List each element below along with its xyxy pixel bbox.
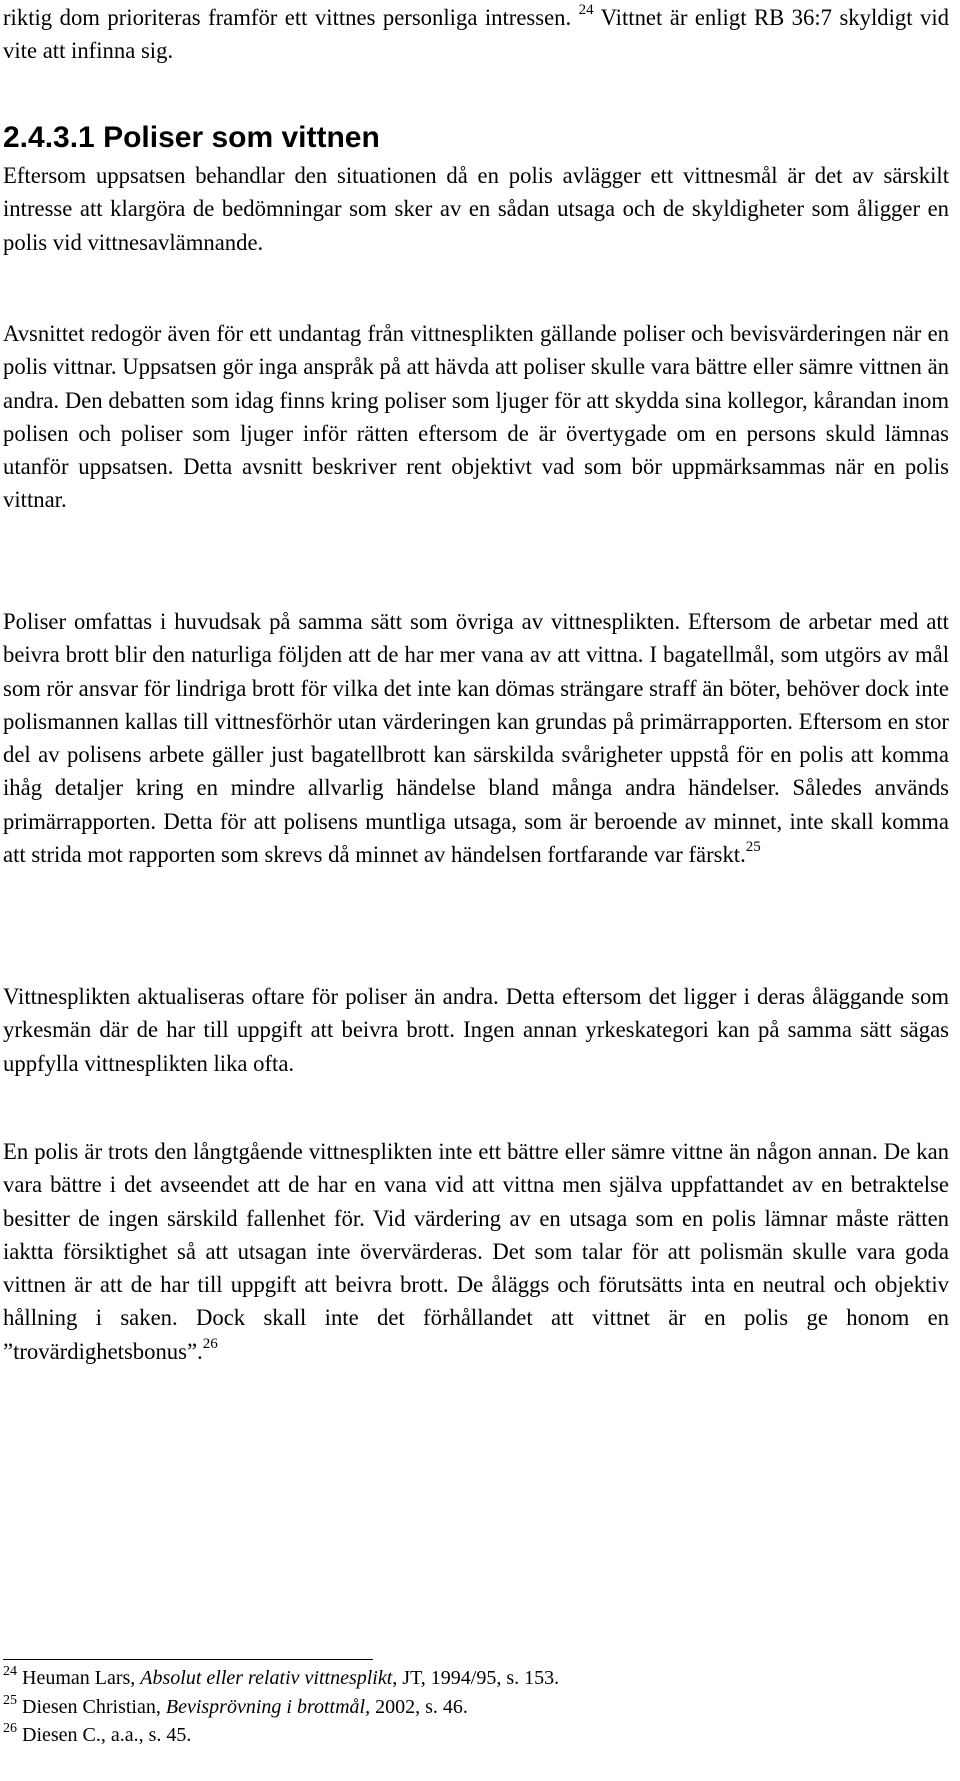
footnote-separator <box>3 1659 373 1660</box>
footnote-author: Heuman Lars, <box>22 1667 141 1689</box>
footnote-author: Diesen C., a.a., s. 45. <box>22 1724 192 1746</box>
paragraph-5-text: En polis är trots den långtgående vittnesplikten inte ett bättre eller sämre vittne än någon annan. De kan vara bättre i det avseendet att de har en vana vid att vittna men själva uppfattandet av en betraktelse besitter de ingen särskild fallenhet för. Vid värdering av en utsaga som en polis lämnar måste rätten iaktta försiktighet så att utsagan inte övervärderas. Det som talar för att polismän skulle vara goda vittnen är att de har till uppgift att beivra brott. De åläggs och förutsätts inta en neutral och objektiv hållning i saken. Dock skall inte det förhållandet att vittnet är en polis ge honom en ”trovärdighetsbonus”. <box>3 1139 949 1364</box>
paragraph-4: Vittnesplikten aktualiseras oftare för poliser än andra. Detta eftersom det ligger i deras åläggande som yrkesmän där de har till uppgift att beivra brott. Ingen annan yrkeskategori kan på samma sätt sägas uppfylla vittnesplikten lika ofta. <box>3 984 949 1076</box>
footnote-author: Diesen Christian, <box>22 1695 166 1718</box>
paragraph-5 <box>3 1135 949 1368</box>
footnote-number: 25 <box>3 1692 17 1708</box>
footnote-ref-25[interactable]: 25 <box>745 838 761 855</box>
intro-text: riktig dom prioriteras framför ett vittnes personliga intressen. <box>3 5 579 30</box>
footnote-title: Bevisprövning i brottmål, <box>165 1695 371 1718</box>
footnote-ref-26[interactable]: 26 <box>202 1335 218 1352</box>
footnote-24 <box>3 1664 949 1693</box>
paragraph-3 <box>3 605 949 871</box>
paragraph-3-text: Poliser omfattas i huvudsak på samma sätt som övriga av vittnesplikten. Eftersom de arbetar med att beivra brott blir den naturliga följden att de har mer vana av att vittna. I bagatellmål, som utgörs av mål som rör ansvar för lindriga brott för vilka det inte kan dömas strängare straff än böter, behöver dock inte polismannen kallas till vittnesförhör utan värderingen kan grundas på primärrapporten. Eftersom en stor del av polisens arbete gäller just bagatellbrott kan särskilda svårigheter uppstå för en polis att komma ihåg detaljer kring en mindre allvarlig händelse bland många andra händelser. Således används primärrapporten. Detta för att polisens muntliga utsaga, som är beroende av minnet, inte skall komma att strida mot rapporten som skrevs då minnet av händelsen fortfarande var färskt. <box>3 609 949 868</box>
footnote-title: Absolut eller relativ vittnesplikt <box>140 1667 393 1689</box>
intro-paragraph <box>3 1 949 68</box>
footnote-number: 24 <box>3 1664 17 1679</box>
paragraph-2: Avsnittet redogör även för ett undantag från vittnesplikten gällande poliser och bevisvärderingen när en polis vittnar. Uppsatsen gör inga anspråk på att hävda att poliser skulle vara bättre eller sämre vittnen än andra. Den debatten som idag finns kring poliser som ljuger för att skydda sina kollegor, kårandan inom polisen och poliser som ljuger inför rätten eftersom de är övertygade om en persons skuld lämnas utanför uppsatsen. Detta avsnitt beskriver rent objektivt vad som bör uppmärksammas när en polis vittnar. <box>3 321 949 513</box>
footnote-ref-24[interactable]: 24 <box>578 1 594 18</box>
paragraph-1: Eftersom uppsatsen behandlar den situationen då en polis avlägger ett vittnesmål är det av särskilt intresse att klargöra de bedömningar som sker av en sådan utsaga och de skyldigheter som åligger en polis vid vittnesavlämnande. <box>3 163 949 255</box>
footnote-number: 26 <box>3 1721 17 1736</box>
footnote-source: 2002, s. 46. <box>370 1695 468 1718</box>
section-heading: 2.4.3.1 Poliser som vittnen <box>3 121 380 154</box>
intro-text-continued: Vittnet är enligt RB 36:7 skyldigt vid vite att infinna sig. <box>3 5 950 64</box>
footnote-25 <box>3 1693 949 1722</box>
footnote-26 <box>3 1721 949 1750</box>
footnote-source: , JT, 1994/95, s. 153. <box>392 1667 560 1689</box>
footnotes-list <box>3 1664 949 1750</box>
